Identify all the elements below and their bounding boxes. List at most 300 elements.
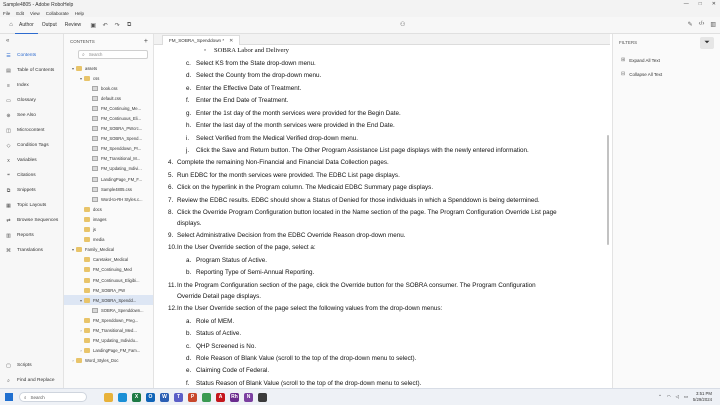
translations-icon: ⌘: [6, 247, 11, 254]
document-line[interactable]: [186, 343, 256, 351]
list-marker: ◦: [204, 47, 207, 54]
line-text: Role Reason of Blank Value (scroll to the top of the drop-down menu to select).: [196, 355, 417, 362]
tree-file[interactable]: [64, 174, 153, 184]
nav-item-label: Citations: [17, 173, 36, 178]
document-line[interactable]: [168, 232, 406, 240]
contents-title: CONTENTS: [70, 38, 95, 44]
file-icon: [92, 146, 98, 151]
list-marker: c.: [186, 343, 191, 350]
add-icon[interactable]: +: [143, 37, 148, 45]
list-marker: i.: [186, 135, 190, 142]
document-tab-label: FM_SOBRA_Spenddown *: [169, 38, 225, 43]
nav-item-label: Index: [17, 83, 29, 88]
line-text: QHP Screened is No.: [196, 343, 257, 350]
toc-icon: ▤: [6, 67, 11, 74]
document-line[interactable]: [186, 60, 316, 68]
nav-item-microcontent[interactable]: [0, 123, 63, 138]
document-line[interactable]: [186, 318, 234, 326]
file-icon: [92, 177, 98, 182]
expand-icon: ⊞: [621, 57, 626, 63]
tree-folder[interactable]: [64, 325, 153, 335]
line-text: Select Verified from the Medical Verified drop-down menu.: [196, 135, 359, 142]
tree-folder[interactable]: [64, 275, 153, 285]
folder-icon: [84, 298, 90, 303]
tree-item-label: Family_Medical: [85, 247, 115, 253]
main-toolbar: [0, 17, 720, 34]
nav-item-label: Scripts: [17, 363, 32, 368]
tree-item-label: FM_SOBRA_PWcrc...: [101, 126, 143, 132]
list-marker: 6.: [168, 184, 174, 191]
menu-edit[interactable]: Edit: [16, 10, 25, 16]
home-icon[interactable]: ⌂: [9, 22, 13, 28]
file-icon: [92, 156, 98, 161]
nav-item-label: Table of Contents: [17, 68, 55, 73]
line-text: Select the County from the drop-down menu.: [196, 72, 322, 79]
tree-item-label: assets: [85, 65, 98, 71]
nav-item-glossary[interactable]: [0, 93, 63, 108]
title-bar: [0, 0, 720, 9]
nav-item-label: Glossary: [17, 98, 36, 103]
document-line[interactable]: [168, 197, 540, 205]
folder-icon: [84, 288, 90, 293]
document-line[interactable]: [177, 220, 202, 228]
nav-item-condition-tags[interactable]: [0, 138, 63, 153]
tree-file[interactable]: [64, 194, 153, 204]
menu-bar: [0, 9, 720, 17]
list-marker: f.: [186, 97, 190, 104]
expand-chevron-icon[interactable]: ▾: [79, 75, 82, 81]
tree-folder[interactable]: [64, 214, 153, 224]
line-text: displays.: [177, 220, 202, 227]
tree-item-label: Word-to-RH Styles.c...: [101, 196, 143, 202]
start-button[interactable]: [5, 393, 13, 401]
list-marker: 9.: [168, 232, 174, 239]
nav-item-label: Condition Tags: [17, 143, 49, 148]
nav-item-contents[interactable]: [0, 48, 63, 63]
file-icon: [92, 116, 98, 121]
tree-item-label: js: [93, 227, 97, 233]
nav-item-label: Microcontent: [17, 128, 45, 133]
file-icon: [92, 187, 98, 192]
preview-icon[interactable]: ⧉: [127, 21, 132, 28]
tree-folder[interactable]: [64, 255, 153, 265]
folder-icon: [76, 66, 82, 71]
nav-item-citations[interactable]: [0, 168, 63, 183]
tree-folder[interactable]: [64, 245, 153, 255]
folder-icon: [84, 76, 90, 81]
tree-file[interactable]: [64, 93, 153, 103]
toolbar-right: [688, 21, 716, 28]
line-text: SOBRA Labor and Delivery: [214, 47, 289, 54]
edit-pen-icon[interactable]: ✎: [687, 22, 693, 28]
line-text: Complete the remaining Non-Financial and Financial Data Collection pages.: [177, 159, 389, 166]
editor-scrollbar[interactable]: [607, 135, 609, 245]
expand-chevron-icon[interactable]: ›: [80, 348, 82, 354]
expand-chevron-icon[interactable]: ▾: [71, 247, 74, 253]
outlook-icon[interactable]: O: [146, 393, 155, 402]
line-text: Click the Save and Return button. The Other Program Assistance List page displays with the newly entered information.: [196, 147, 529, 154]
condition-tag-icon: ◇: [6, 142, 11, 149]
line-text: Review the EDBC results. EDBC should show a Status of Denied for those individuals in which a Spenddown is being determined.: [177, 197, 540, 204]
folder-icon: [84, 338, 90, 343]
wifi-icon[interactable]: ◠: [666, 393, 671, 399]
contents-panel: [64, 34, 154, 388]
line-text: Run EDBC for the month services were provided. The EDBC List page displays.: [177, 172, 400, 179]
maximize-button[interactable]: □: [698, 1, 702, 7]
document-line[interactable]: [186, 110, 401, 118]
teams-icon[interactable]: T: [174, 393, 183, 402]
tree-item-label: LandingPage_FM_F...: [101, 176, 142, 182]
document-line[interactable]: [186, 85, 301, 93]
document-line[interactable]: [168, 172, 400, 180]
citations-icon: ❝: [7, 172, 10, 179]
line-text: Override Detail page displays.: [177, 293, 261, 300]
list-marker: c.: [186, 60, 191, 67]
tree-file[interactable]: [64, 134, 153, 144]
list-marker: g.: [186, 110, 192, 117]
tree-folder[interactable]: [64, 336, 153, 346]
nav-item-scripts[interactable]: [0, 358, 64, 373]
scripts-icon: ▢: [6, 362, 11, 369]
menu-file[interactable]: File: [3, 10, 11, 16]
folder-icon: [84, 328, 90, 333]
filters-panel: [612, 34, 720, 388]
search-placeholder: Search: [88, 52, 103, 57]
acrobat-icon[interactable]: A: [216, 393, 225, 402]
document-line[interactable]: [186, 367, 269, 375]
document-line[interactable]: [186, 135, 358, 143]
list-marker: 5.: [168, 172, 174, 179]
tree-folder[interactable]: [64, 265, 153, 275]
tree-file[interactable]: [64, 154, 153, 164]
tree-item-label: FM_SOBRA_Spendd...: [93, 297, 137, 303]
folder-icon: [84, 267, 90, 272]
line-text: In the User Override section of the page, select a:: [177, 244, 316, 251]
undo-icon[interactable]: ↶: [102, 22, 108, 29]
document-line[interactable]: [168, 184, 433, 192]
nav-item-label: Find and Replace: [17, 378, 55, 383]
tree-item-label: FM_SOBRA_PW: [93, 287, 126, 293]
tree-item-label: FM_Continuous_Eli...: [101, 116, 142, 122]
nav-item-see-also[interactable]: [0, 108, 63, 123]
nav-item-translations[interactable]: [0, 243, 63, 258]
binoculars-icon[interactable]: ⚇: [400, 22, 406, 28]
tree-item-label: FM_Spenddown_Preg...: [93, 317, 139, 323]
tree-file[interactable]: [64, 164, 153, 174]
document-line[interactable]: [168, 305, 442, 313]
clock-date: 5/29/2024: [692, 396, 712, 402]
document-line[interactable]: [186, 97, 288, 105]
volume-icon[interactable]: ◁: [675, 393, 679, 399]
tree-folder[interactable]: [64, 73, 153, 83]
browse-sequences-icon: ⇄: [6, 217, 11, 224]
topic-layouts-icon: ▦: [6, 202, 11, 209]
minimize-button[interactable]: —: [683, 1, 689, 7]
tree-file[interactable]: [64, 305, 153, 315]
onenote-icon[interactable]: N: [244, 393, 253, 402]
collapse-nav-icon[interactable]: «: [6, 38, 10, 44]
document-line[interactable]: [186, 269, 314, 277]
see-also-icon: ⊕: [6, 112, 11, 119]
list-marker: j.: [186, 147, 190, 154]
tab-output[interactable]: Output: [41, 22, 57, 28]
list-marker: 4.: [168, 159, 174, 166]
line-text: Program Status of Active.: [196, 257, 268, 264]
document-line[interactable]: [168, 209, 557, 217]
menu-help[interactable]: Help: [74, 10, 84, 16]
line-text: Click on the hyperlink in the Program column. The Medicaid EDBC Summary page displays.: [177, 184, 434, 191]
file-icon: [92, 308, 98, 313]
save-icon[interactable]: ▣: [90, 22, 96, 29]
snippets-icon: ⧉: [6, 187, 11, 194]
tree-item-label: FM_SOBRA_Spend...: [101, 136, 142, 142]
menu-view[interactable]: View: [30, 10, 40, 16]
line-text: In the Program Configuration section of the page, click the Override button for the SOBRA consumer. The Program Configuration: [177, 282, 536, 289]
tree-folder[interactable]: [64, 356, 153, 366]
tree-item-label: Sample4805.css: [101, 186, 132, 192]
clock-time: 3:51 PM: [695, 391, 712, 396]
window-title: Sample4805 - Adobe RoboHelp: [3, 1, 74, 8]
expand-all-label: Expand All Text: [629, 57, 660, 63]
tree-folder[interactable]: [64, 285, 153, 295]
nav-item-variables[interactable]: [0, 153, 63, 168]
line-text: Status of Active.: [196, 330, 242, 337]
list-marker: f.: [186, 380, 190, 387]
filter-funnel-icon[interactable]: ⏷: [700, 37, 714, 49]
taskbar-search-input[interactable]: [19, 392, 87, 402]
clock[interactable]: [693, 391, 712, 402]
tree-item-label: FM_Updating_Individu...: [93, 338, 139, 344]
glossary-icon: ▭: [6, 97, 11, 104]
expand-chevron-icon[interactable]: ▾: [71, 65, 74, 71]
line-text: In the User Override section of the page select the following values from the drop-down menus:: [177, 305, 443, 312]
tree-item-label: LandingPage_FM_Fam...: [93, 348, 141, 354]
folder-icon: [84, 237, 90, 242]
nav-item-label: Reports: [17, 233, 34, 238]
excel-icon[interactable]: X: [132, 393, 141, 402]
document-line[interactable]: [177, 293, 261, 301]
chrome-icon[interactable]: [202, 393, 211, 402]
tree-file[interactable]: [64, 113, 153, 123]
list-marker: b.: [186, 330, 192, 337]
nav-item-label: Translations: [17, 248, 43, 253]
list-marker: a.: [186, 318, 192, 325]
contents-search-input[interactable]: [78, 50, 148, 59]
taskbar-search-icon: ⌕: [24, 394, 27, 400]
nav-item-label: Topic Layouts: [17, 203, 47, 208]
tree-file[interactable]: [64, 144, 153, 154]
line-text: Click the Override Program Configuration button located in the Name section of the page. The Program Configuration Override List page: [177, 209, 557, 216]
folder-icon: [84, 207, 90, 212]
word-icon[interactable]: W: [160, 393, 169, 402]
tree-file[interactable]: [64, 124, 153, 134]
nav-item-browse-sequences[interactable]: [0, 213, 63, 228]
list-marker: 8.: [168, 209, 174, 216]
robohelp-icon[interactable]: Rh: [231, 394, 238, 400]
nav-item-label: See Also: [17, 113, 36, 118]
file-icon: [92, 126, 98, 131]
battery-icon[interactable]: ▭: [683, 393, 688, 399]
nav-item-snippets[interactable]: [0, 183, 63, 198]
list-marker: 11.: [168, 282, 177, 289]
folder-icon: [84, 278, 90, 283]
file-icon: [92, 106, 98, 111]
folder-icon: [84, 257, 90, 262]
line-text: Reporting Type of Semi-Annual Reporting.: [196, 269, 315, 276]
tab-document[interactable]: [162, 35, 240, 45]
document-line[interactable]: [204, 47, 289, 55]
nav-item-topic-layouts[interactable]: [0, 198, 63, 213]
variables-icon: x: [7, 157, 10, 164]
list-marker: 7.: [168, 197, 174, 204]
code-view-icon[interactable]: ‹/›: [698, 21, 705, 27]
nav-item-label: Browse Sequences: [17, 218, 59, 223]
tree-item-label: images: [93, 216, 107, 222]
close-window-button[interactable]: ✕: [711, 1, 716, 7]
tree-item-label: Word_Styles_Doc: [85, 358, 119, 364]
tree-folder[interactable]: [64, 63, 153, 73]
line-text: Role of MEM.: [196, 318, 235, 325]
folder-icon: [84, 348, 90, 353]
tree-folder[interactable]: [64, 204, 153, 214]
line-text: Enter the last day of the month services were provided in the End Date.: [196, 122, 395, 129]
document-line[interactable]: [186, 122, 395, 130]
list-marker: h.: [186, 122, 192, 129]
tree-item-label: docs: [93, 206, 102, 212]
expand-all-button[interactable]: [613, 53, 720, 67]
tree-item-label: FM_Transitional_Med...: [93, 327, 137, 333]
file-icon: [92, 136, 98, 141]
file-icon: [92, 166, 98, 171]
line-text: Enter the End Date of Treatment.: [196, 97, 289, 104]
tree-item-label: FM_Continuing_Med: [93, 267, 132, 273]
nav-item-table-of-contents[interactable]: [0, 63, 63, 78]
collapse-all-button[interactable]: [613, 67, 720, 81]
nav-item-label: Variables: [17, 158, 37, 163]
nav-item-label: Snippets: [17, 188, 36, 193]
tree-folder[interactable]: [64, 225, 153, 235]
collapse-all-label: Collapse All Text: [629, 71, 663, 77]
list-marker: d.: [186, 72, 192, 79]
nav-item-label: Contents: [17, 53, 37, 58]
microcontent-icon: ◫: [6, 127, 11, 134]
list-marker: d.: [186, 355, 192, 362]
tab-review[interactable]: Review: [64, 22, 82, 28]
tree-item-label: book.css: [101, 85, 118, 91]
line-text: Select Administrative Decision from the EDBC Override Reason drop-down menu.: [177, 232, 406, 239]
document-line[interactable]: [186, 330, 241, 338]
nav-item-index[interactable]: [0, 78, 63, 93]
index-icon: ≡: [7, 82, 10, 89]
document-line[interactable]: [186, 355, 416, 363]
expand-chevron-icon[interactable]: ›: [72, 358, 74, 364]
nav-item-find-and-replace[interactable]: [0, 373, 64, 388]
line-text: Select KS from the State drop-down menu.: [196, 60, 316, 67]
system-tray: [658, 391, 712, 402]
file-tree: [64, 63, 153, 366]
close-tab-icon[interactable]: ✕: [229, 37, 234, 44]
document-line[interactable]: [186, 72, 321, 80]
tree-item-label: FM_Continuous_Eligibi...: [93, 277, 140, 283]
menu-collaborate[interactable]: Collaborate: [45, 10, 69, 16]
tree-item-label: FM_Spenddown_Pr...: [101, 146, 142, 152]
document-line[interactable]: [168, 244, 316, 252]
list-marker: 12.: [168, 305, 177, 312]
nav-item-reports[interactable]: [0, 228, 63, 243]
taskbar-search-placeholder: Search: [30, 394, 45, 400]
expand-chevron-icon[interactable]: ›: [80, 327, 82, 333]
redo-icon[interactable]: ↷: [114, 22, 120, 29]
list-marker: 10.: [168, 244, 177, 251]
tab-author[interactable]: Author: [15, 17, 38, 34]
tree-folder[interactable]: [64, 295, 153, 305]
tree-item-label: media: [93, 237, 105, 243]
file-icon: [92, 96, 98, 101]
document-line[interactable]: [168, 282, 536, 290]
split-view-icon[interactable]: ▥: [710, 22, 716, 28]
list-marker: a.: [186, 257, 192, 264]
tree-item-label: FM_Continuing_Me...: [101, 105, 142, 111]
document-tab-bar: [154, 34, 610, 45]
tree-item-label: SOBRA_Spenddown...: [101, 307, 144, 313]
tree-folder[interactable]: [64, 346, 153, 356]
document-line[interactable]: [168, 159, 389, 167]
window-controls: [684, 1, 716, 7]
reports-icon: ▥: [6, 232, 11, 239]
document-line[interactable]: [186, 147, 529, 155]
line-text: Claiming Code of Federal.: [196, 367, 270, 374]
tree-item-label: Caretaker_Medical: [93, 257, 129, 263]
file-explorer-icon[interactable]: [104, 393, 113, 402]
edge-icon[interactable]: [118, 393, 127, 402]
app-icon[interactable]: [258, 393, 267, 402]
tree-folder[interactable]: [64, 235, 153, 245]
left-navigation: [0, 34, 64, 388]
tree-file[interactable]: [64, 184, 153, 194]
tree-item-label: default.css: [101, 95, 122, 101]
tree-folder[interactable]: [64, 315, 153, 325]
chevron-up-icon[interactable]: ⌃: [658, 393, 662, 399]
line-text: Enter the Effective Date of Treatment.: [196, 85, 302, 92]
document-line[interactable]: [186, 257, 267, 265]
list-marker: b.: [186, 269, 192, 276]
tree-file[interactable]: [64, 83, 153, 93]
folder-icon: [84, 318, 90, 323]
document-line[interactable]: [186, 380, 421, 388]
tree-item-label: css: [93, 75, 100, 81]
line-text: Status Reason of Blank Value (scroll to the top of the drop-down menu to select).: [196, 380, 422, 387]
list-marker: e.: [186, 367, 192, 374]
folder-icon: [76, 247, 82, 252]
contents-header: [64, 34, 153, 48]
tree-item-label: FM_Updating_Indivi...: [101, 166, 142, 172]
search-icon: ⌕: [82, 51, 85, 58]
collapse-icon: ⊟: [621, 71, 626, 77]
folder-icon: [76, 358, 82, 363]
folder-icon: [84, 217, 90, 222]
tree-file[interactable]: [64, 103, 153, 113]
tree-item-label: FM_Transitional_M...: [101, 156, 141, 162]
file-icon: [92, 86, 98, 91]
expand-chevron-icon[interactable]: ▾: [79, 297, 82, 303]
find-replace-icon: ⌕: [7, 377, 10, 384]
powerpoint-icon[interactable]: P: [188, 393, 197, 402]
list-marker: e.: [186, 85, 192, 92]
folder-icon: [84, 227, 90, 232]
contents-icon: ☰: [6, 52, 11, 59]
document-editor[interactable]: [154, 45, 610, 388]
line-text: Enter the 1st day of the month services were provided for the Begin Date.: [196, 110, 401, 117]
